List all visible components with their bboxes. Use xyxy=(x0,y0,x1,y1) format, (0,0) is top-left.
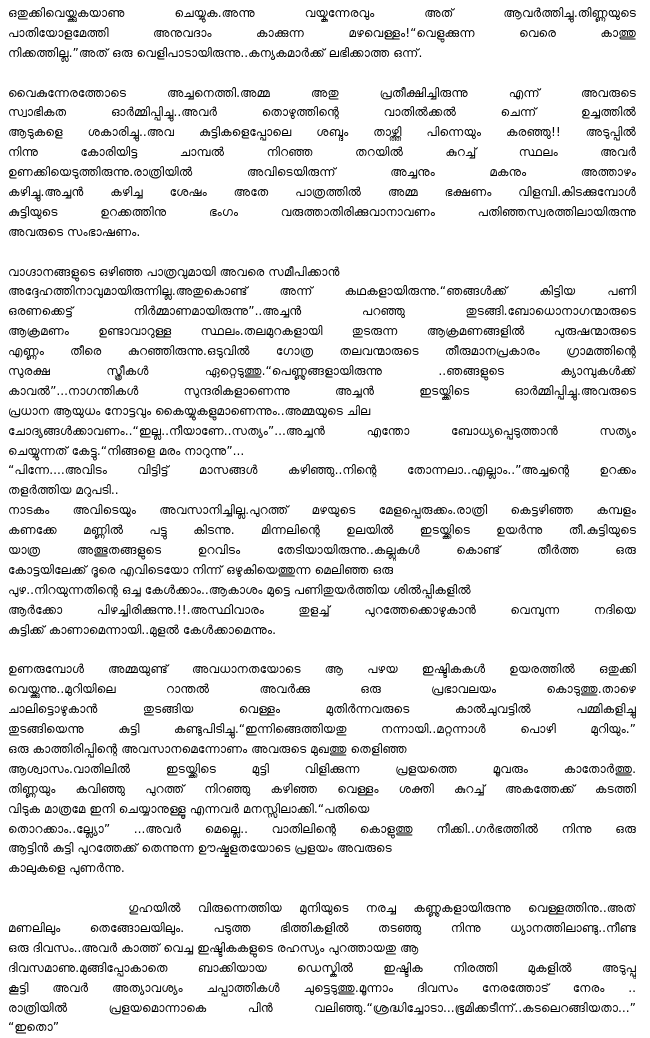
paragraph-gap xyxy=(8,641,636,661)
paragraph-7 xyxy=(8,899,636,1038)
paragraph-gap xyxy=(8,243,636,263)
text-line: അദ്ദേഹത്തിനാവുമായിരുന്നില്ല.അതുകൊണ്ട് അന്ന് കഥകളായിരുന്നു.“ഞങ്ങൾക്ക് കിട്ടിയ പണി xyxy=(8,284,636,299)
text-line: സ്വാഭികത ഓർമ്മിപ്പിച്ചു..അവർ തൊഴുത്തിന്റെ വാതിൽക്കൽ ചെന്ന് ഉച്ചത്തിൽ xyxy=(8,105,636,120)
text-line: അവരുടെ സംഭാഷണം. xyxy=(8,224,141,239)
text-line: വെയ്ക്കുന്നു..മുറിയിലെ റാന്തൽ അവർക്കു ഒരു പ്രഭാവലയം കൊടുത്തു.താഴെ xyxy=(8,682,636,697)
text-line: ഒരു കാത്തിരിപ്പിന്റെ അവസാനമെന്നോണം അവരുടെ മുഖത്തു തെളിഞ്ഞ xyxy=(8,741,407,756)
text-line: കുട്ടിക്ക് കാണാമെന്നായി..മുളൽ കേൾക്കാമെന്നും. xyxy=(8,622,276,637)
paragraph-5 xyxy=(8,501,636,640)
text-line: ഗുഹയിൽ വിരുന്നെത്തിയ മുനിയുടെ നരച്ച കണ്ണുകളായിരുന്നു വെള്ളത്തിനു..അത് xyxy=(8,901,636,916)
text-line: ആട്ടിൻ കുട്ടി പുറത്തേക്ക് തെന്നുന്ന ഊഷ്മളതയോടെ പ്രളയം അവരുടെ xyxy=(8,841,392,856)
text-line: “ഇതൊ” xyxy=(8,1020,60,1035)
document-page xyxy=(8,4,636,1038)
text-line: ആക്രമണം ഉണ്ടാവാറുള്ള സ്ഥലം.തലമുറകളായി തുടരുന്ന ആക്രമണങ്ങളിൽ പുരുഷന്മാരുടെ xyxy=(8,324,636,339)
text-line: വൈകുന്നേരത്തോടെ അച്ചനെത്തി.അമ്മ അതു പ്രതീക്ഷിച്ചിരുന്നു എന്ന് അവരുടെ xyxy=(8,85,636,100)
text-line: കൂട്ടി അവർ അത്യാവശ്യം ചപ്പാത്തികൾ ചുട്ടെടുത്തു.മൂന്നാം ദിവസം നേരത്തോട് നേരം .. xyxy=(8,980,636,995)
paragraph-2 xyxy=(8,84,636,243)
text-line: കുട്ടിയുടെ ഉറക്കത്തിനു ഭംഗം വരുത്താതിരിക്കുവാനാവണം പതിഞ്ഞസ്വരത്തിലായിരുന്നു xyxy=(8,204,636,219)
text-line: ഒരു ദിവസം..അവർ കാത്ത് വെച്ച ഇഷ്ടികകളുടെ രഹസ്യം പുറത്തായതു ആ xyxy=(8,940,419,955)
text-line: കാവൽ”...നാഗന്തികൾ സുന്ദരികളാണെന്നു അച്ചൻ ഇടയ്ക്കിടെ ഓർമ്മിപ്പിച്ചു.അവരുടെ xyxy=(8,383,636,398)
paragraph-4 xyxy=(8,461,636,501)
text-line: പാതിയോളമേത്തി അനുവദാം കാക്കുന്ന മഴവെള്ളം!“വെളുക്കുന്ന വെരെ കാത്തു xyxy=(8,25,636,40)
text-line: എണ്ണം തീരെ കുറഞ്ഞിരുന്നു.ഒടുവിൽ ഗോത്ര തലവന്മാരുടെ തീരുമാനപ്രകാരം ഗ്രാമത്തിന്റെ xyxy=(8,344,636,359)
text-line: കണക്കേ മണ്ണിൽ പട്ടു കിടന്നു. മിന്നലിന്റെ ഉലയിൽ ഇടയ്ക്കിടെ ഉയർന്നു തീ.കുട്ടിയുടെ xyxy=(8,523,636,538)
text-line: തളർത്തിയ മറുപടി.. xyxy=(8,483,119,498)
text-line: വിടുക മാത്രമേ ഇനി ചെയ്യാനുള്ളൂ എന്നവർ മനസ്സിലാക്കി.“പതിയെ xyxy=(8,801,370,816)
paragraph-gap xyxy=(8,879,636,899)
text-line: ചെയ്യുന്നത് കേട്ടു.“നിങ്ങളെ മരം നാറുന്നു”... xyxy=(8,443,245,458)
text-line: ഉണക്കിയെടുത്തിരുന്നു.രാത്രിയിൽ അവിടെയിരുന്ന് അച്ചനും മകനും അത്താഴം xyxy=(8,165,636,180)
text-line: കാലുകളെ പുണർന്നു. xyxy=(8,861,125,876)
text-line: ഒരണക്കെട്ട് നിർമ്മാണമായിരുന്നു”..അച്ചൻ പറഞ്ഞു തുടങ്ങി.ബോധൊനാഗന്മാരുടെ xyxy=(8,304,636,319)
paragraph-1 xyxy=(8,4,636,64)
text-line: ആശ്വാസം.വാതിലിൽ ഇടയ്ക്കിടെ മുട്ടി വിളിക്കുന്ന പ്രളയത്തെ മൂവരും കാതോർത്തു. xyxy=(8,761,636,776)
text-line: ചോദ്യങ്ങൾക്കാവണം..“ഇല്ല..നീയാണേ..സത്യം”...അച്ചൻ എന്തോ ബോധ്യപ്പെടുത്താൻ സത്യം xyxy=(8,423,636,438)
text-line: യാത്ര അത്ഭുതങ്ങളുടെ ഉറവിടം തേടിയായിരുന്നു..കല്ലുകൾ കൊണ്ട് തീർത്ത ഒരു xyxy=(8,543,636,558)
text-line: തൊറക്കാം..ല്ല്യോ” ...അവർ മെല്ലെ.. വാതിലിന്റെ കൊളുത്തു നീക്കി..ഗർഭത്തിൽ നിന്നു ഒരു xyxy=(8,821,636,836)
text-line: നിന്നു കോരിയിട്ട ചാമ്പൽ നിറഞ്ഞ തറയിൽ കുറച്ച് സ്ഥലം അവർ xyxy=(8,145,636,160)
text-line: ആടുകളെ ശകാരിച്ചു..അവ കുട്ടികളെപ്പോലെ ശബ്ദം താഴ്ത്തി പിന്നെയും കരഞ്ഞു!! അടുപ്പിൽ xyxy=(8,125,636,140)
text-line: നാടകം അവിടെയും അവസാനിച്ചില്ല.പുറത്ത് മഴയുടെ മേളപ്പെരുക്കം.രാത്രി കെട്ടഴിഞ്ഞ കമ്പളം xyxy=(8,503,636,518)
text-line: കഴിച്ചു.അച്ചൻ കഴിച്ച ശേഷം അതേ പാത്രത്തിൽ അമ്മ ഭക്ഷണം വിളമ്പി.കിടക്കുമ്പോൾ xyxy=(8,185,636,200)
text-line: ദിവസമാണു.മുങ്ങിപ്പോകാതെ ബാക്കിയായ ഡെസ്കിൽ ഇഷ്ടിക നിരത്തി മുകളിൽ അടുപ്പു xyxy=(8,960,636,975)
text-line: നിക്കത്തില്ല.”അത് ഒരു വെളിപാടായിരുന്നു..കന്യകമാർക്ക് ലഭിക്കാത്ത ഒന്ന്. xyxy=(8,45,423,60)
text-line: ഒതുക്കിവെയ്ക്കുകയാണു ചെയ്യുക.അന്നു വയ്കുന്നേരവും അത് ആവർത്തിച്ചു.തിണ്ണയുടെ xyxy=(8,6,636,20)
text-line: കോട്ടയിലേക്ക് ദൂരെ എവിടെയോ നിന്ന് ഒഴുകിയെത്തുന്ന മെലിഞ്ഞ ഒരു xyxy=(8,562,394,577)
text-line: രാത്രിയിൽ പ്രളയമൊന്നാകെ പിൻ വലിഞ്ഞു.“ശ്രദ്ധിച്ചോടാ...ഭൂമിക്കടീന്ന്..കടലെറങ്ങിയതാ...” xyxy=(8,1000,636,1015)
paragraph-3 xyxy=(8,263,636,462)
text-line: “പിന്നേ....അവിടം വിട്ടിട്ട് മാസങ്ങൾ കഴിഞ്ഞു..നിന്റെ തോന്നലാ..എല്ലാം..”അച്ചന്റെ ഉറക്കം xyxy=(8,463,636,478)
text-line: ആർക്കോ പിഴച്ചിരിക്കുന്നു.!!.അസ്ഥിവാരം തുളച്ച് പുറത്തേക്കൊഴുകാൻ വെമ്പുന്ന നദിയെ xyxy=(8,602,636,617)
text-line: ചാലിട്ടൊഴുകാൻ തുടങ്ങിയ വെള്ളം മുതിർന്നവരുടെ കാൽചുവട്ടിൽ പമ്മികളിച്ചു xyxy=(8,702,636,717)
text-line: തുടങ്ങിയെന്നു കുട്ടി കണ്ടുപിടിച്ചു.“ഇന്നിങ്ങെത്തിയതു നന്നായി..മറ്റന്നാൾ പൊഴി മുറിയും.” xyxy=(8,722,636,737)
text-line: പ്രധാന ആയുധം നോട്ടവും കൈയ്യുകളുമാണെന്നും..അമ്മയുടെ ചില xyxy=(8,403,371,418)
text-line: തിണ്ണയും കവിഞ്ഞു പുറത്ത് നിറഞ്ഞു കഴിഞ്ഞ വെള്ളം ശക്തി കുറച്ച് അകത്തേക്ക് കടത്തി xyxy=(8,781,636,796)
text-line: വാഗ്ദാനങ്ങളുടെ ഒഴിഞ്ഞ പാത്രവുമായി അവരെ സമീപിക്കാൻ xyxy=(8,264,340,279)
text-line: ഉണരുമ്പോൾ അമ്മയുണ്ട് അവധാനതയോടെ ആ പഴയ ഇഷ്ടികകൾ ഉയരത്തിൽ ഒതുക്കി xyxy=(8,662,636,677)
text-line: പുഴ..നിറയുന്നതിന്റെ ഒച്ച കേൾക്കാം..ആകാശം മുട്ടെ പണിതുയർത്തിയ ശിൽപ്പികളിൽ xyxy=(8,582,471,597)
paragraph-6 xyxy=(8,660,636,879)
paragraph-gap xyxy=(8,64,636,84)
text-line: മണലിലും തെങ്ങോലയിലും. പടുത്ത ഭിത്തികളിൽ തടഞ്ഞു നിന്നു ധ്യാനത്തിലാണ്ടു..നീണ്ട xyxy=(8,920,636,935)
text-line: സുരക്ഷ സ്ത്രീകൾ ഏറ്റെടുത്തു.“പെണ്ണുങ്ങളായിരുന്നു ..ഞങ്ങളുടെ ക്യാമ്പുകൾക്ക് xyxy=(8,364,636,379)
